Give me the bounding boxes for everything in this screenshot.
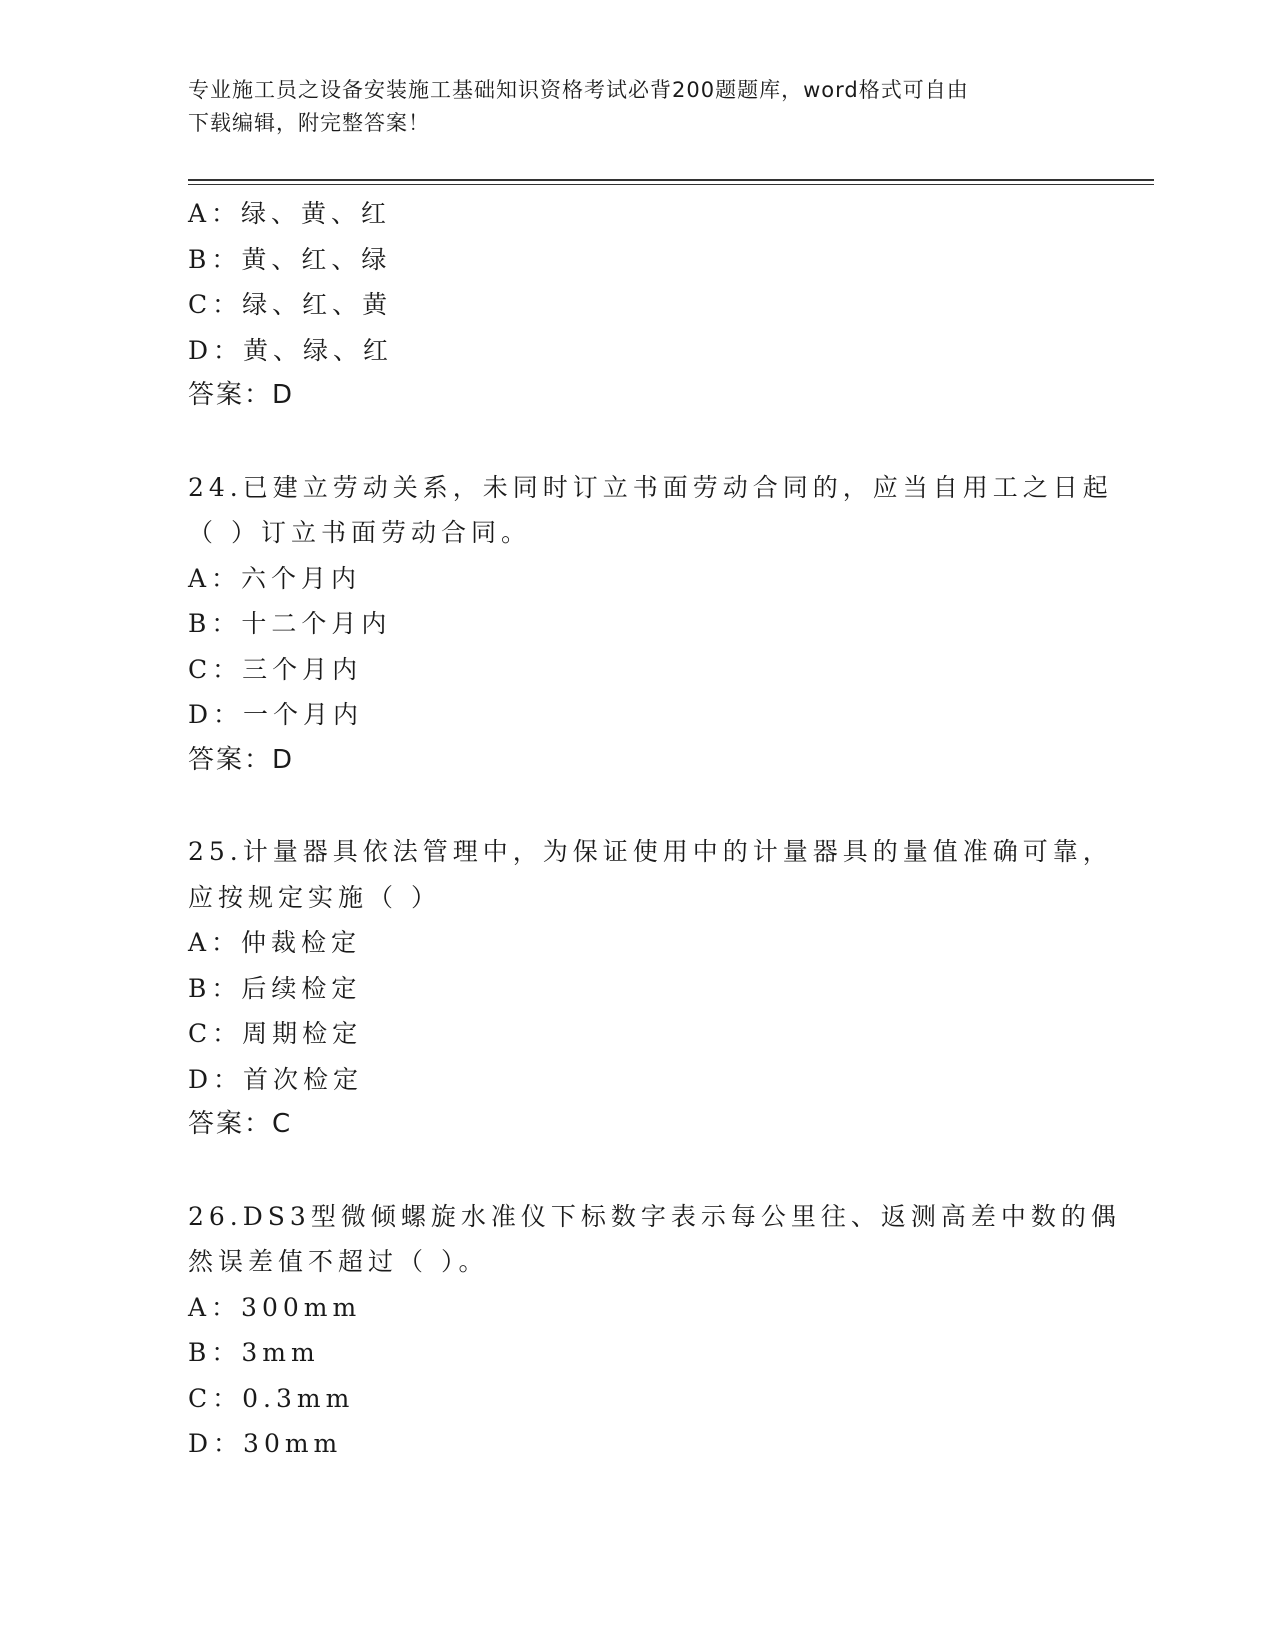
question-title-line-2: （ ）订立书面劳动合同。 [188, 518, 531, 547]
option-d: D：一个月内 [188, 700, 364, 729]
answer: 答案：D [188, 380, 295, 410]
option-d: D：30mm [188, 1429, 343, 1458]
question-24 [188, 465, 1113, 784]
document-header [188, 74, 1068, 140]
option-b: B：黄、红、绿 [188, 244, 392, 274]
option-b: B：后续检定 [188, 973, 362, 1003]
question-23 [188, 191, 1088, 419]
question-26 [188, 1194, 1121, 1467]
option-c: C：三个月内 [188, 654, 363, 684]
option-a: A：六个月内 [188, 563, 362, 593]
option-b: B：3mm [188, 1338, 320, 1367]
option-c: C：0.3mm [188, 1383, 355, 1413]
question-25 [188, 829, 1113, 1148]
question-title-line-1: 25.计量器具依法管理中，为保证使用中的计量器具的量值准确可靠， [188, 837, 1113, 866]
option-c: C：周期检定 [188, 1019, 363, 1048]
option-d: D：黄、绿、红 [188, 335, 394, 365]
option-d: D：首次检定 [188, 1064, 364, 1094]
question-title-line-1: 26.DS3型微倾螺旋水准仪下标数字表示每公里往、返测高差中数的偶 [188, 1201, 1121, 1231]
option-a: A：300mm [188, 1292, 362, 1322]
header-divider-thin [188, 184, 1154, 185]
header-line-2: 下载编辑，附完整答案！ [188, 111, 430, 135]
question-title-line-1: 24.已建立劳动关系，未同时订立书面劳动合同的，应当自用工之日起 [188, 472, 1113, 502]
option-c: C：绿、红、黄 [188, 290, 393, 319]
answer: 答案：D [188, 744, 295, 775]
question-title-line-2: 应按规定实施（ ） [188, 882, 441, 912]
answer: 答案：C [188, 1109, 293, 1139]
header-line-1: 专业施工员之设备安装施工基础知识资格考试必背200题题库，word格式可自由 [188, 78, 969, 102]
header-divider-thick [188, 179, 1154, 181]
question-list [188, 191, 1121, 1467]
option-a: A：仲裁检定 [188, 928, 362, 957]
option-a: A：绿、黄、红 [188, 199, 392, 228]
question-title-line-2: 然误差值不超过（ ）。 [188, 1247, 489, 1276]
option-b: B：十二个月内 [188, 609, 392, 638]
